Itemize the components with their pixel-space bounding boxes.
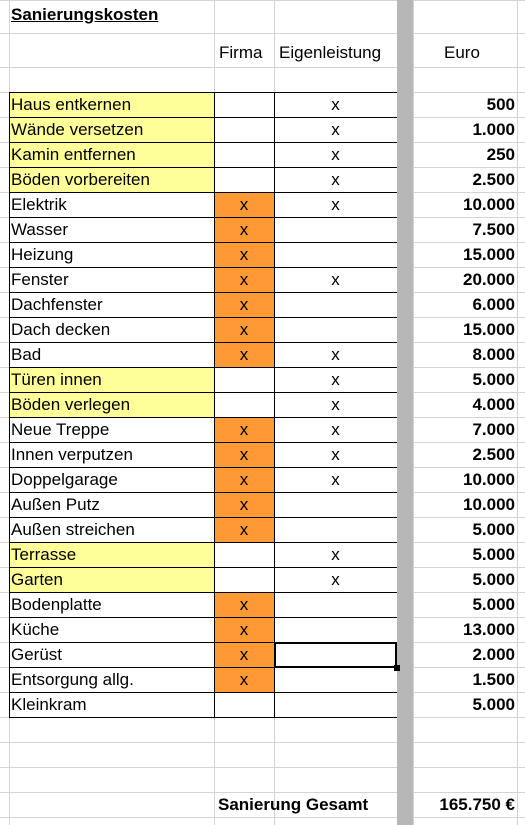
row-label[interactable]: Wände versetzen xyxy=(9,118,214,142)
row-label[interactable]: Elektrik xyxy=(11,195,67,214)
row-label[interactable]: Türen innen xyxy=(9,368,214,392)
table-border xyxy=(9,342,397,343)
row-firma-cell[interactable] xyxy=(214,143,274,167)
row-label[interactable]: Außen streichen xyxy=(11,520,135,539)
row-label[interactable]: Heizung xyxy=(11,245,74,264)
row-eigenleistung-cell[interactable] xyxy=(274,243,397,267)
row-eigenleistung-cell[interactable]: x xyxy=(331,470,340,489)
row-firma-cell[interactable] xyxy=(214,543,274,567)
row-euro-value[interactable]: 10.000 xyxy=(463,195,515,214)
row-euro-value[interactable]: 1.500 xyxy=(472,670,515,689)
row-label[interactable]: Außen Putz xyxy=(11,495,100,514)
table-border xyxy=(9,267,397,268)
table-border xyxy=(9,392,397,393)
row-euro-value[interactable]: 5.000 xyxy=(472,595,515,614)
gridline-horizontal xyxy=(0,817,525,818)
row-firma-cell[interactable]: x xyxy=(214,418,274,442)
row-eigenleistung-cell[interactable]: x xyxy=(331,545,340,564)
row-euro-value[interactable]: 5.000 xyxy=(472,570,515,589)
total-value: 165.750 € xyxy=(439,795,515,814)
row-firma-cell[interactable] xyxy=(214,393,274,417)
row-label[interactable]: Böden vorbereiten xyxy=(9,168,214,192)
row-eigenleistung-cell[interactable]: x xyxy=(331,145,340,164)
row-firma-cell[interactable]: x xyxy=(214,618,274,642)
row-label[interactable]: Fenster xyxy=(11,270,69,289)
row-euro-value[interactable]: 7.000 xyxy=(472,420,515,439)
row-euro-value[interactable]: 5.000 xyxy=(472,370,515,389)
row-label[interactable]: Doppelgarage xyxy=(11,470,118,489)
row-firma-cell[interactable]: x xyxy=(214,643,274,667)
table-border xyxy=(9,617,397,618)
table-border xyxy=(9,217,397,218)
row-euro-value[interactable]: 15.000 xyxy=(463,245,515,264)
row-label[interactable]: Haus entkernen xyxy=(9,93,214,117)
row-eigenleistung-cell[interactable]: x xyxy=(331,420,340,439)
row-euro-value[interactable]: 250 xyxy=(486,145,515,164)
row-eigenleistung-cell[interactable] xyxy=(274,518,397,542)
row-eigenleistung-cell[interactable]: x xyxy=(331,95,340,114)
row-firma-cell[interactable] xyxy=(214,368,274,392)
row-label[interactable]: Innen verputzen xyxy=(11,445,133,464)
row-euro-value[interactable]: 5.000 xyxy=(472,520,515,539)
row-eigenleistung-cell[interactable] xyxy=(274,293,397,317)
row-eigenleistung-cell[interactable] xyxy=(274,493,397,517)
row-eigenleistung-cell[interactable]: x xyxy=(331,570,340,589)
table-border xyxy=(9,417,397,418)
row-label[interactable]: Böden verlegen xyxy=(9,393,214,417)
row-firma-cell[interactable]: x xyxy=(214,493,274,517)
table-border xyxy=(9,317,397,318)
table-border xyxy=(9,117,397,118)
row-label[interactable]: Kamin entfernen xyxy=(9,143,214,167)
table-border xyxy=(9,542,397,543)
row-firma-cell[interactable]: x xyxy=(214,443,274,467)
row-euro-value[interactable]: 10.000 xyxy=(463,470,515,489)
table-border xyxy=(9,292,397,293)
table-border xyxy=(9,692,397,693)
row-label[interactable]: Kleinkram xyxy=(11,695,87,714)
row-firma-cell[interactable]: x xyxy=(214,243,274,267)
gridline-vertical xyxy=(517,0,518,825)
row-eigenleistung-cell[interactable] xyxy=(274,668,397,692)
header-firma: Firma xyxy=(219,43,263,62)
table-border xyxy=(214,92,215,717)
row-euro-value[interactable]: 13.000 xyxy=(463,620,515,639)
row-firma-cell[interactable]: x xyxy=(214,268,274,292)
row-firma-cell[interactable]: x xyxy=(214,293,274,317)
table-border xyxy=(9,92,10,717)
row-euro-value[interactable]: 20.000 xyxy=(463,270,515,289)
row-firma-cell[interactable] xyxy=(214,118,274,142)
selected-cell[interactable] xyxy=(274,642,397,668)
table-border xyxy=(9,92,397,93)
row-eigenleistung-cell[interactable] xyxy=(274,318,397,342)
row-firma-cell[interactable] xyxy=(214,693,274,717)
row-eigenleistung-cell[interactable]: x xyxy=(331,270,340,289)
row-label[interactable]: Garten xyxy=(9,568,214,592)
table-border xyxy=(9,142,397,143)
table-border xyxy=(9,592,397,593)
row-firma-cell[interactable]: x xyxy=(214,318,274,342)
table-border xyxy=(9,492,397,493)
row-label[interactable]: Dachfenster xyxy=(11,295,103,314)
row-euro-value[interactable]: 6.000 xyxy=(472,295,515,314)
row-label[interactable]: Bad xyxy=(11,345,42,364)
row-eigenleistung-cell[interactable]: x xyxy=(331,395,340,414)
table-border xyxy=(9,167,397,168)
row-euro-value[interactable]: 7.500 xyxy=(472,220,515,239)
sheet-title: Sanierungskosten xyxy=(11,5,159,24)
table-border xyxy=(9,242,397,243)
gridline-horizontal xyxy=(0,0,525,1)
table-border xyxy=(9,517,397,518)
table-border xyxy=(274,92,275,717)
row-firma-cell[interactable]: x xyxy=(214,193,274,217)
row-label[interactable]: Neue Treppe xyxy=(11,420,110,439)
fill-handle[interactable] xyxy=(394,665,400,671)
row-firma-cell[interactable]: x xyxy=(214,218,274,242)
row-label[interactable]: Entsorgung allg. xyxy=(11,670,134,689)
row-eigenleistung-cell[interactable] xyxy=(274,218,397,242)
row-euro-value[interactable]: 4.000 xyxy=(472,395,515,414)
gridline-horizontal xyxy=(0,33,525,34)
table-border xyxy=(9,717,397,718)
row-label[interactable]: Wasser xyxy=(11,220,68,239)
row-label[interactable]: Küche xyxy=(11,620,60,639)
row-euro-value[interactable]: 5.000 xyxy=(472,545,515,564)
table-border xyxy=(9,367,397,368)
row-label[interactable]: Bodenplatte xyxy=(11,595,102,614)
row-label[interactable]: Dach decken xyxy=(11,320,111,339)
row-firma-cell[interactable]: x xyxy=(214,343,274,367)
row-firma-cell[interactable]: x xyxy=(214,468,274,492)
header-euro: Euro xyxy=(444,43,480,62)
row-euro-value[interactable]: 5.000 xyxy=(472,695,515,714)
table-border xyxy=(9,467,397,468)
row-euro-value[interactable]: 10.000 xyxy=(463,495,515,514)
row-euro-value[interactable]: 2.000 xyxy=(472,645,515,664)
row-eigenleistung-cell[interactable] xyxy=(274,618,397,642)
gridline-horizontal xyxy=(0,742,525,743)
row-euro-value[interactable]: 2.500 xyxy=(472,170,515,189)
row-euro-value[interactable]: 15.000 xyxy=(463,320,515,339)
row-firma-cell[interactable] xyxy=(214,168,274,192)
row-euro-value[interactable]: 500 xyxy=(486,95,515,114)
row-firma-cell[interactable]: x xyxy=(214,668,274,692)
gridline-horizontal xyxy=(0,767,525,768)
total-label: Sanierung Gesamt xyxy=(218,795,369,814)
row-euro-value[interactable]: 2.500 xyxy=(472,445,515,464)
row-label[interactable]: Gerüst xyxy=(11,645,63,664)
table-border xyxy=(9,442,397,443)
row-label[interactable]: Terrasse xyxy=(9,543,214,567)
row-eigenleistung-cell[interactable]: x xyxy=(331,370,340,389)
row-eigenleistung-cell[interactable] xyxy=(274,593,397,617)
table-border xyxy=(9,192,397,193)
row-eigenleistung-cell[interactable]: x xyxy=(331,170,340,189)
row-eigenleistung-cell[interactable]: x xyxy=(331,120,340,139)
row-euro-value[interactable]: 1.000 xyxy=(472,120,515,139)
row-firma-cell[interactable]: x xyxy=(214,593,274,617)
separator-column xyxy=(397,0,413,825)
row-eigenleistung-cell[interactable]: x xyxy=(331,195,340,214)
row-firma-cell[interactable] xyxy=(214,93,274,117)
gridline-horizontal xyxy=(0,67,525,68)
row-eigenleistung-cell[interactable] xyxy=(274,693,397,717)
row-euro-value[interactable]: 8.000 xyxy=(472,345,515,364)
row-firma-cell[interactable] xyxy=(214,568,274,592)
row-eigenleistung-cell[interactable]: x xyxy=(331,445,340,464)
row-firma-cell[interactable]: x xyxy=(214,518,274,542)
row-eigenleistung-cell[interactable]: x xyxy=(331,345,340,364)
header-eigenleistung: Eigenleistung xyxy=(279,43,382,62)
table-border xyxy=(9,567,397,568)
